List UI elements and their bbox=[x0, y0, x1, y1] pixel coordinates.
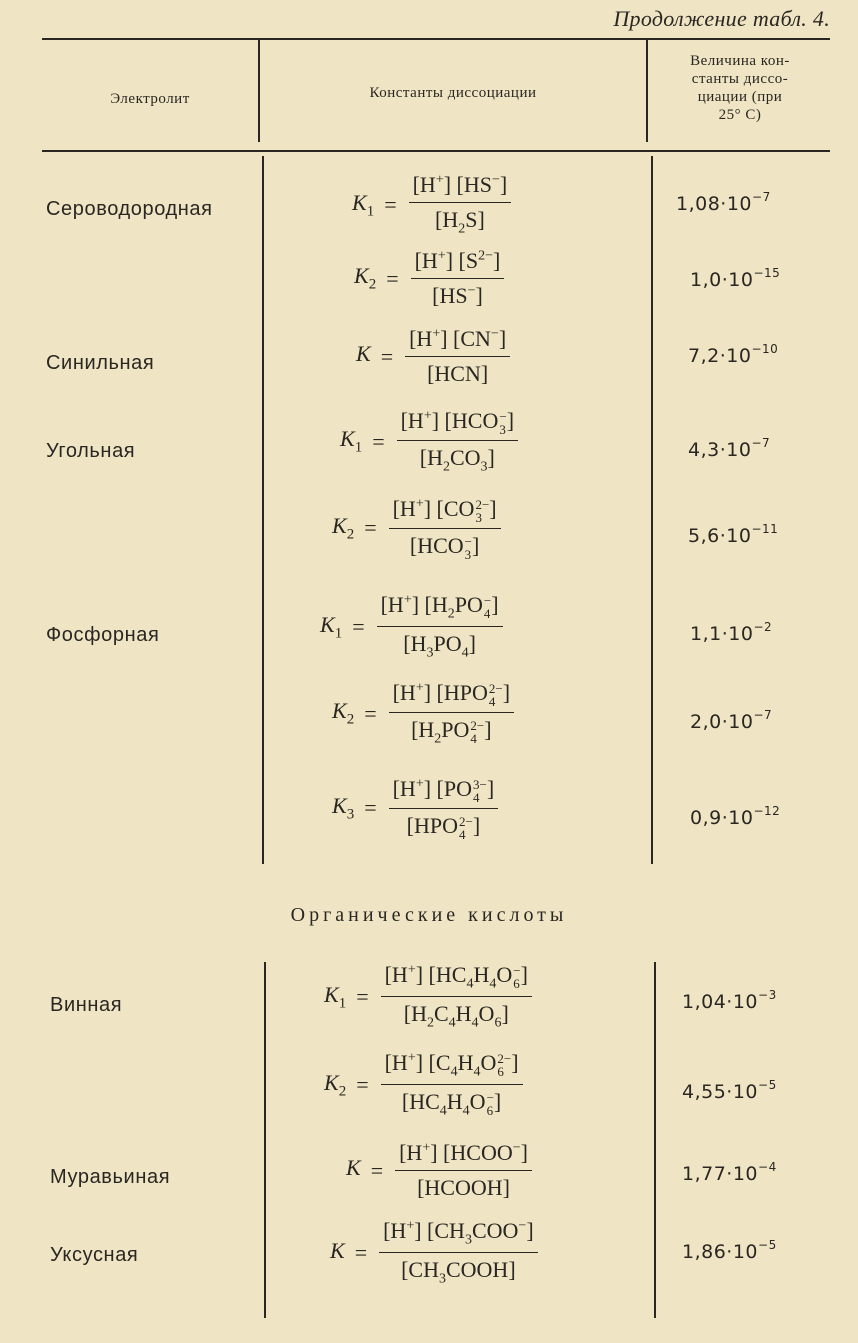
denominator: [HCN] bbox=[427, 361, 489, 386]
table-caption: Продолжение табл. 4. bbox=[613, 6, 830, 31]
dissociation-formula bbox=[332, 776, 498, 841]
dissociation-formula bbox=[320, 592, 503, 662]
constant-value: $1,04\cdot 10^{-3}$ bbox=[682, 988, 777, 1013]
equals-sign: = bbox=[384, 191, 397, 217]
denominator: [HCOOH] bbox=[417, 1175, 510, 1200]
fraction bbox=[379, 1218, 538, 1288]
constant-value: $5,6\cdot 10^{-11}$ bbox=[688, 522, 779, 547]
electrolyte-name: Фосфорная bbox=[46, 624, 160, 646]
constant-value: $1,86\cdot 10^{-5}$ bbox=[682, 1238, 777, 1263]
constant-symbol: $K_2$ bbox=[332, 513, 355, 543]
numerator: [H+] [HPO 2− 4 ] bbox=[389, 680, 514, 713]
constant-value: $0,9\cdot 10^{-12}$ bbox=[690, 804, 781, 829]
fraction bbox=[411, 248, 505, 309]
denominator: [HCO − 3 ] bbox=[409, 532, 480, 562]
equals-sign: = bbox=[354, 1239, 368, 1265]
fraction bbox=[389, 680, 514, 747]
fraction bbox=[381, 962, 532, 1032]
numerator: [H+] $[S^{2-}]$ bbox=[411, 248, 505, 279]
numerator: [H+] [$H_2PO$ − 4 ] bbox=[377, 592, 503, 627]
constant-value: $1,08\cdot 10^{-7}$ bbox=[676, 190, 771, 215]
denominator: $[H_3PO_4]$ bbox=[403, 631, 476, 661]
dissociation-formula bbox=[332, 680, 514, 747]
denominator: [$HC_4H_4O$ − 6 ] bbox=[401, 1089, 502, 1119]
electrolyte-name: Уксусная bbox=[50, 1244, 139, 1266]
equals-sign: = bbox=[380, 343, 394, 369]
constant-symbol: $K_2$ bbox=[332, 698, 355, 728]
numerator: [H+] [HCOO−] bbox=[395, 1140, 532, 1171]
denominator: $[CH_3COOH]$ bbox=[401, 1257, 516, 1287]
header-electrolyte: Электролит bbox=[110, 91, 190, 107]
numerator: [H+] [PO 3− 4 ] bbox=[389, 776, 499, 809]
equals-sign: = bbox=[364, 700, 377, 726]
equals-sign: = bbox=[356, 983, 369, 1009]
denominator: [$H_2PO$ 2− 4 ] bbox=[411, 716, 492, 747]
constant-value: $1,77\cdot 10^{-4}$ bbox=[682, 1160, 777, 1185]
constant-symbol: $K_1$ bbox=[340, 426, 363, 456]
electrolyte-name: Сероводородная bbox=[46, 198, 213, 220]
constant-symbol: K bbox=[346, 1155, 361, 1181]
fraction bbox=[389, 776, 499, 841]
header-bottom-rule bbox=[42, 150, 830, 152]
dissociation-formula bbox=[330, 1218, 538, 1288]
dissociation-formula bbox=[324, 962, 532, 1032]
constant-value: $2,0\cdot 10^{-7}$ bbox=[690, 708, 773, 733]
equals-sign: = bbox=[370, 1157, 384, 1183]
equals-sign: = bbox=[386, 265, 399, 291]
electrolyte-name: Винная bbox=[50, 994, 123, 1016]
denominator: [HS−] bbox=[432, 283, 483, 308]
electrolyte-name: Муравьиная bbox=[50, 1166, 171, 1188]
electrolyte-name: Синильная bbox=[46, 352, 155, 374]
numerator: [H+] [CN−] bbox=[405, 326, 510, 357]
body-divider-left bbox=[262, 156, 264, 864]
numerator: [H+] [HS−] bbox=[409, 172, 512, 203]
dissociation-formula bbox=[356, 326, 510, 387]
fraction bbox=[397, 408, 518, 475]
fraction bbox=[377, 592, 503, 662]
numerator: [H+] [$HC_4H_4O$ − 6 ] bbox=[381, 962, 532, 997]
constant-symbol: $K_2$ bbox=[324, 1069, 347, 1100]
constant-symbol: $K_1$ bbox=[324, 981, 347, 1012]
dissociation-formula bbox=[332, 496, 501, 561]
fraction bbox=[381, 1050, 523, 1120]
org-divider-right bbox=[654, 962, 656, 1318]
fraction bbox=[409, 172, 512, 237]
electrolyte-name: Угольная bbox=[46, 440, 136, 462]
constant-symbol: $K_2$ bbox=[354, 263, 377, 293]
fraction bbox=[389, 496, 501, 561]
equals-sign: = bbox=[364, 795, 377, 821]
constant-symbol: K bbox=[356, 341, 371, 367]
dissociation-formula bbox=[346, 1140, 532, 1201]
denominator: [HPO 2− 4 ] bbox=[406, 812, 481, 842]
dissociation-formula bbox=[354, 248, 504, 309]
constant-value: $4,55\cdot 10^{-5}$ bbox=[682, 1078, 777, 1103]
constant-value: $4,3\cdot 10^{-7}$ bbox=[688, 436, 771, 461]
numerator: [H+] $[CH_3COO^-]$ bbox=[379, 1218, 538, 1253]
constant-value: $1,1\cdot 10^{-2}$ bbox=[690, 620, 773, 645]
header-top-rule bbox=[42, 38, 830, 40]
equals-sign: = bbox=[364, 515, 377, 541]
org-divider-left bbox=[264, 962, 266, 1318]
constant-value: $1,0\cdot 10^{-15}$ bbox=[690, 266, 781, 291]
equals-sign: = bbox=[356, 1071, 369, 1097]
numerator: [H+] [CO 2− 3 ] bbox=[389, 496, 501, 529]
header-constants: Константы диссоциации bbox=[369, 85, 537, 101]
dissociation-formula bbox=[340, 408, 518, 475]
constant-symbol: $K_3$ bbox=[332, 793, 355, 823]
section-title: Органические кислоты bbox=[290, 904, 568, 926]
dissociation-formula bbox=[324, 1050, 523, 1120]
constant-symbol: K bbox=[330, 1237, 345, 1263]
denominator: $[H_2S]$ bbox=[435, 207, 485, 237]
equals-sign: = bbox=[372, 428, 385, 454]
fraction bbox=[405, 326, 510, 387]
numerator: [H+] [HCO − 3 ] bbox=[397, 408, 518, 441]
constant-value: $7,2\cdot 10^{-10}$ bbox=[688, 342, 779, 367]
denominator: $[H_2CO_3]$ bbox=[419, 444, 495, 475]
constant-symbol: $K_1$ bbox=[320, 611, 343, 642]
dissociation-formula bbox=[352, 172, 511, 237]
header-divider-right bbox=[646, 40, 648, 142]
denominator: $[H_2C_4H_4O_6]$ bbox=[403, 1001, 509, 1031]
numerator: [H+] [$C_4H_4O$ 2− 6 ] bbox=[381, 1050, 523, 1085]
constant-symbol: $K_1$ bbox=[352, 189, 375, 219]
header-value: Величина кон- станты диссо- циации (при 25° С) bbox=[690, 53, 790, 123]
body-divider-right bbox=[651, 156, 653, 864]
equals-sign: = bbox=[352, 613, 365, 639]
fraction bbox=[395, 1140, 532, 1201]
